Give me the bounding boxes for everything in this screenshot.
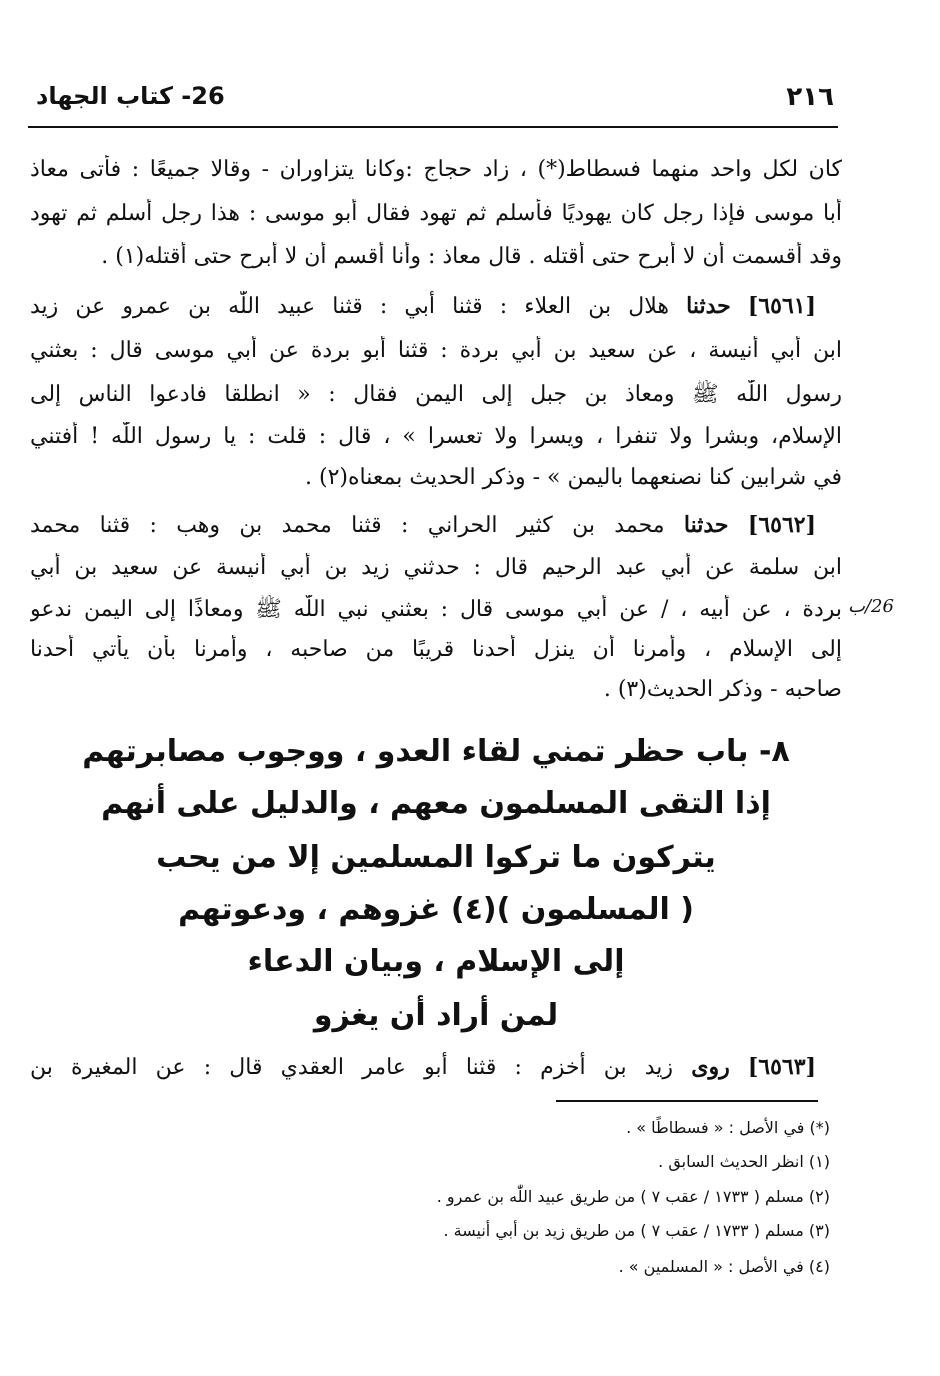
text-line: كان لكل واحد منهما فسطاط(*) ، زاد حجاج :وكانا يتزاوران - وقالا جميعًا : فأتى معاذ <box>30 157 842 182</box>
chapter-heading-line: يتركون ما تركوا المسلمين إلا من يحب <box>156 840 716 875</box>
hadith-number: [٦٥٦٢] <box>747 512 816 538</box>
text-line: صاحبه - وذكر الحديث(٣) . <box>603 677 842 702</box>
hadith-text: محمد بن كثير الحراني : قثنا محمد بن وهب : قثنا محمد <box>30 513 665 538</box>
hadith-6563-first-line <box>30 1052 816 1083</box>
chapter-heading-line: ٨- باب حظر تمني لقاء العدو ، ووجوب مصابرتهم <box>82 734 790 769</box>
text-line: إلى الإسلام ، وأمرنا أن ينزل أحدنا قريبًا من صاحبه ، وأمرنا بأن يأتي أحدنا <box>30 637 842 662</box>
footnote-divider <box>556 1100 818 1102</box>
folio-marginal-note: 26/ب <box>848 596 894 617</box>
text-line: ابن أبي أنيسة ، عن سعيد بن أبي بردة : قثنا أبو بردة عن أبي موسى قال : بعثني <box>30 338 842 363</box>
text-line: الإسلام، وبشرا ولا تنفرا ، ويسرا ولا تعسرا » ، قال : قلت : يا رسول اللّٰه ! أفتني <box>30 424 842 449</box>
chapter-heading-line: لمن أراد أن يغزو <box>313 998 559 1033</box>
hadith-text: هلال بن العلاء : قثنا أبي : قثنا عبيد اللّٰه بن عمرو عن زيد <box>30 294 669 319</box>
footnote: (٣) مسلم ( ١٧٣٣ / عقب ٧ ) من طريق زيد بن أبي أنيسة . <box>443 1221 830 1240</box>
hadith-lead-word: حدثنا <box>683 512 729 538</box>
hadith-number: [٦٥٦٣] <box>747 1054 816 1080</box>
header-divider <box>28 126 838 128</box>
hadith-lead-word: روى <box>691 1054 730 1080</box>
text-line: ابن سلمة عن أبي عبد الرحيم قال : حدثني زيد بن أبي أنيسة عن سعيد بن أبي <box>30 555 842 580</box>
hadith-number: [٦٥٦١] <box>747 293 816 319</box>
text-line: أبا موسى فإذا رجل كان يهوديًا فأسلم ثم تهود فقال أبو موسى : هذا رجل أسلم ثم تهود <box>30 201 842 226</box>
footnote: (*) في الأصل : « فسطاطًا » . <box>626 1118 830 1137</box>
page-number: ٢١٦ <box>786 82 834 112</box>
text-line: وقد أقسمت أن لا أبرح حتى أقتله . قال معاذ : وأنا أقسم أن لا أبرح حتى أقتله(١) . <box>101 244 842 269</box>
chapter-heading-line: إلى الإسلام ، وبيان الدعاء <box>247 944 625 979</box>
hadith-6561-first-line <box>30 291 816 322</box>
hadith-lead-word: حدثنا <box>686 293 731 319</box>
text-line: رسول اللّٰه ﷺ ومعاذ بن جبل إلى اليمن فقال : « انطلقا فادعوا الناس إلى <box>30 382 842 407</box>
footnote: (٢) مسلم ( ١٧٣٣ / عقب ٧ ) من طريق عبيد اللّٰه بن عمرو . <box>436 1187 830 1206</box>
chapter-running-title: 26- كتاب الجهاد <box>36 82 225 110</box>
page-header <box>28 80 842 120</box>
footnote: (١) انظر الحديث السابق . <box>658 1152 830 1171</box>
text-line: في شرابين كنا نصنعهما باليمن » - وذكر الحديث بمعناه(٢) . <box>305 465 842 490</box>
hadith-text: زيد بن أخزم : قثنا أبو عامر العقدي قال : عن المغيرة بن <box>30 1055 674 1080</box>
hadith-6562-first-line <box>30 510 816 541</box>
chapter-heading-line: إذا التقى المسلمون معهم ، والدليل على أنهم <box>101 786 771 821</box>
chapter-heading-line: ( المسلمون )(٤) غزوهم ، ودعوتهم <box>178 892 694 927</box>
text-line: بردة ، عن أبيه ، / عن أبي موسى قال : بعثني نبي اللّٰه ﷺ ومعاذًا إلى اليمن ندعو <box>30 597 842 622</box>
footnote: (٤) في الأصل : « المسلمين » . <box>618 1257 830 1276</box>
